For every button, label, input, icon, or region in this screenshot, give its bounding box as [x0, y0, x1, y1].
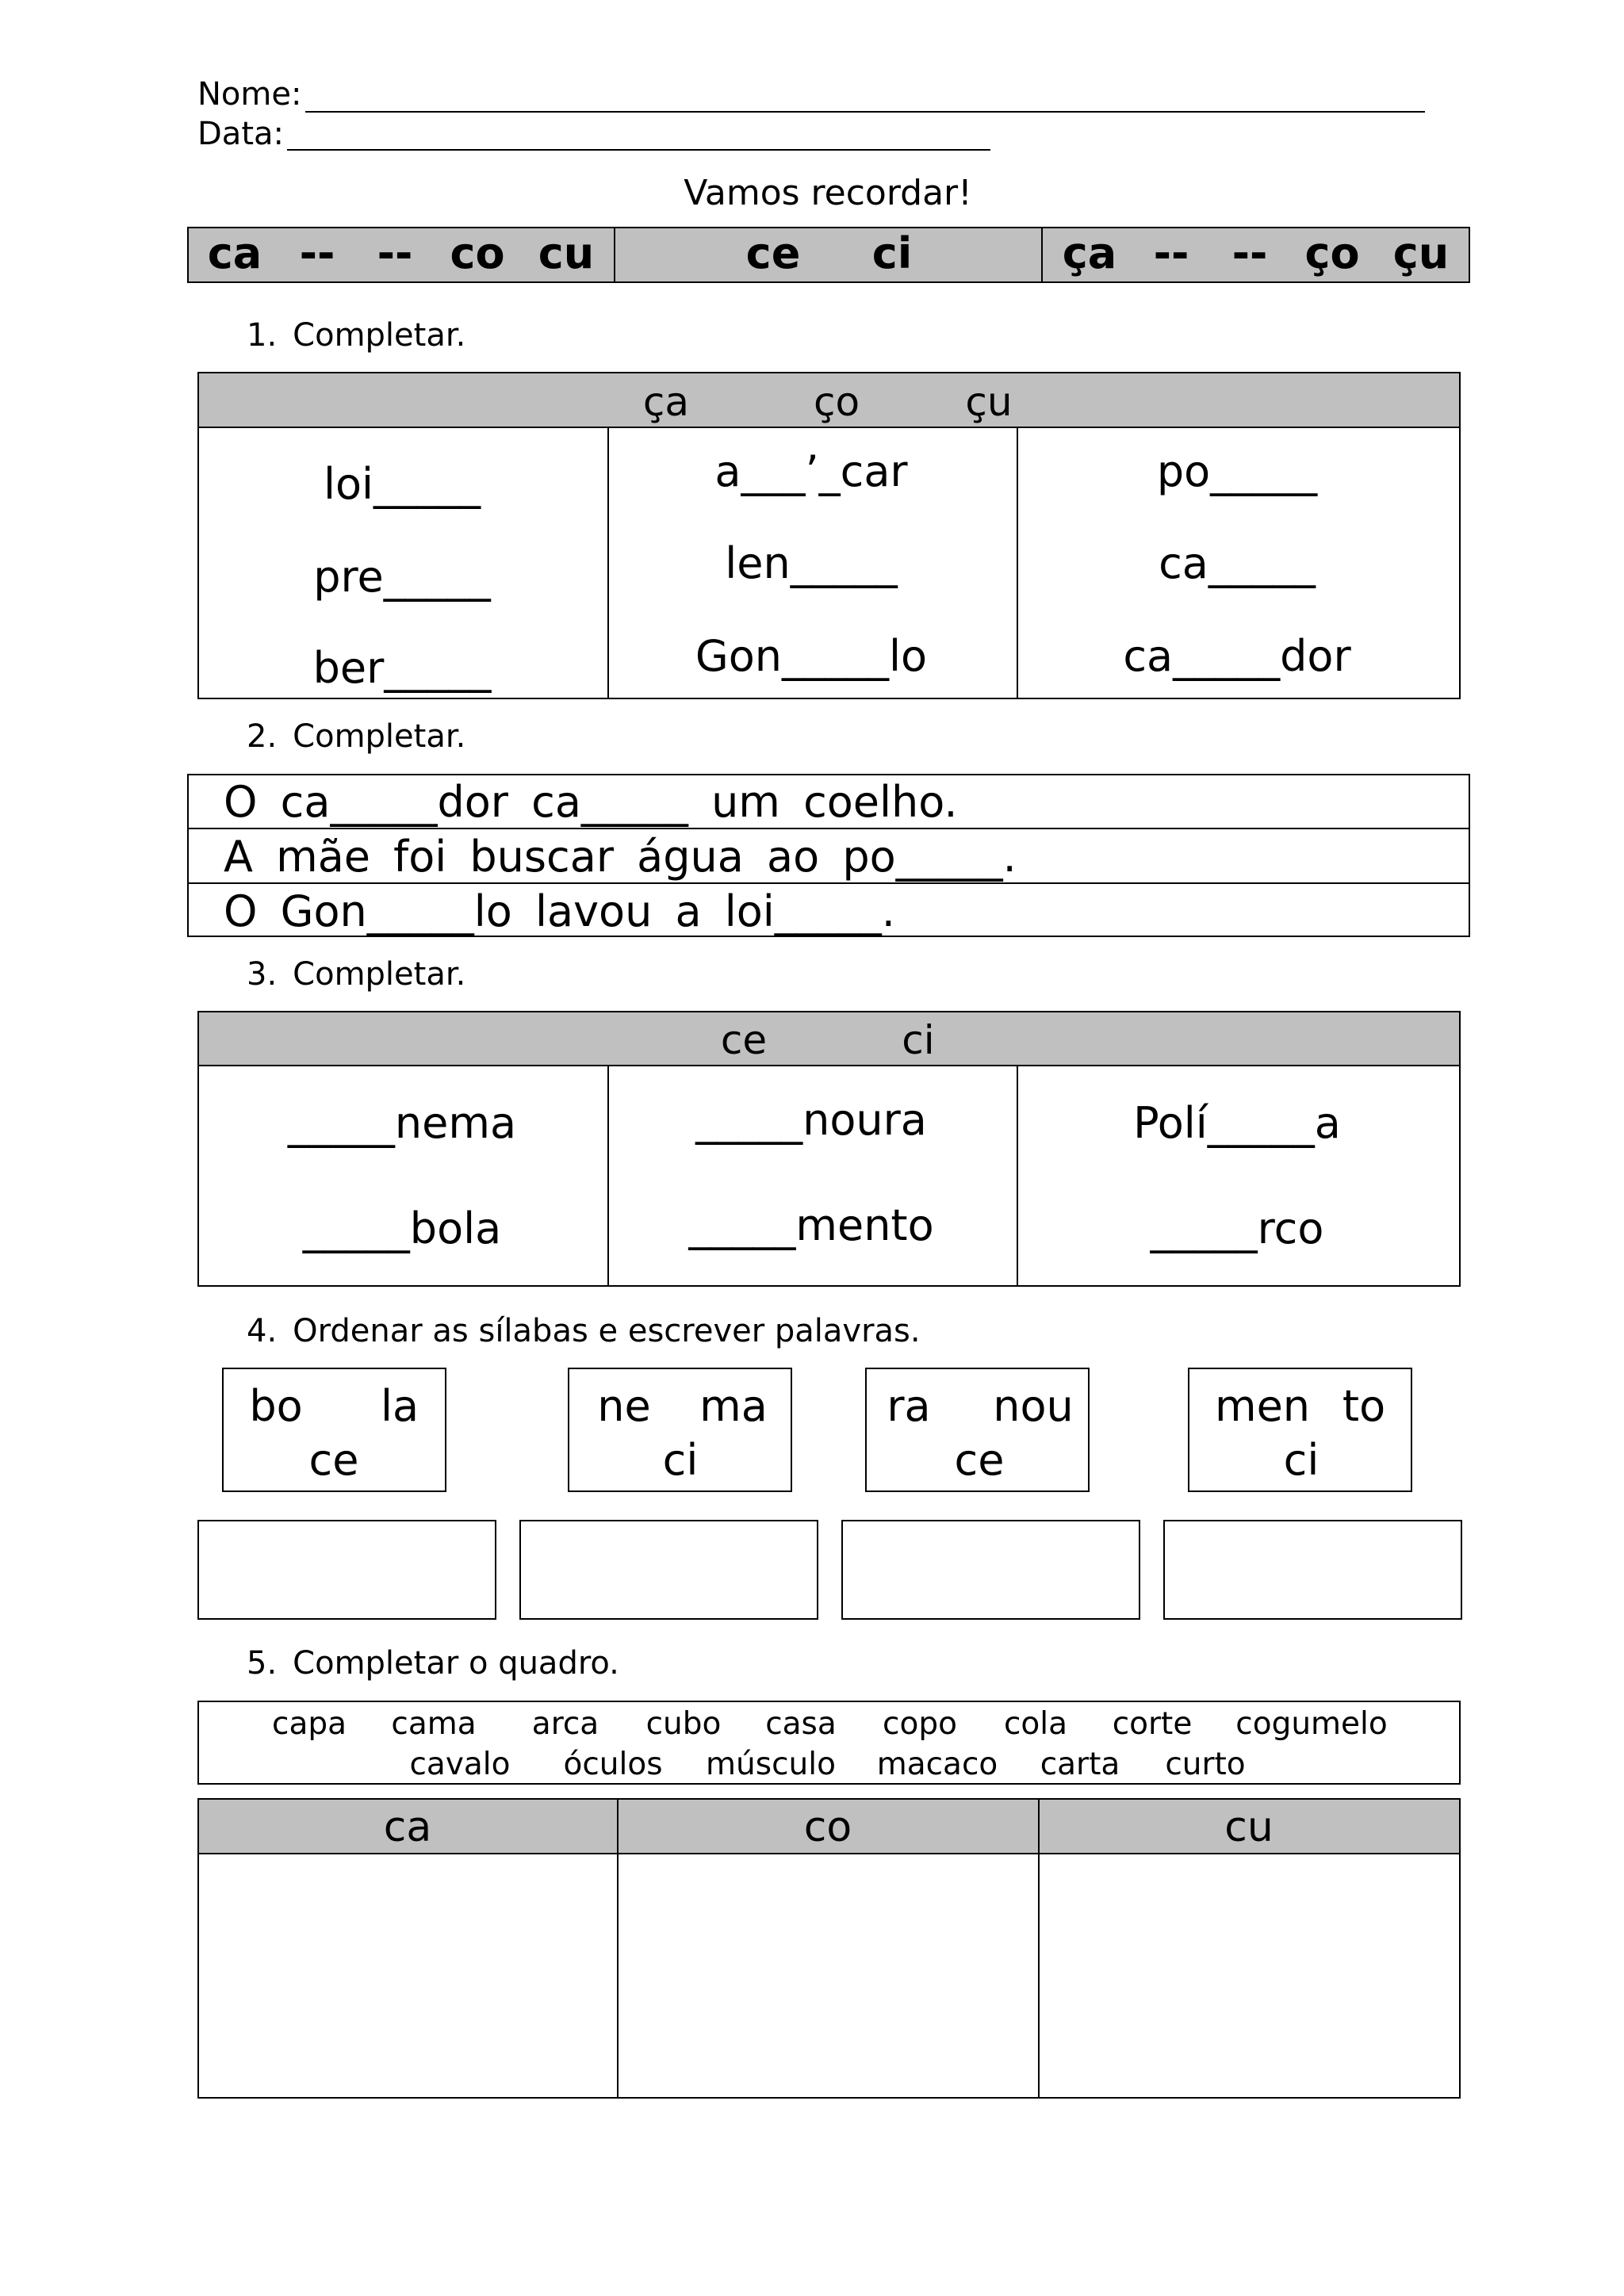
recall-syllable: ça	[1062, 228, 1117, 278]
recall-dash: --	[1153, 228, 1189, 278]
word-bank-word: óculos	[563, 1747, 663, 1782]
syllable: ra	[887, 1381, 931, 1431]
answer-box[interactable]	[1163, 1520, 1462, 1620]
recall-syllable: ca	[207, 228, 262, 278]
exercise-1-blank[interactable]: len_____	[725, 538, 898, 588]
exercise-3-header-row	[199, 1012, 1459, 1065]
sort-table-header-co: co	[803, 1804, 852, 1851]
exercise-3-blank[interactable]: _____nema	[287, 1098, 517, 1148]
recall-syllable: ci	[871, 228, 913, 278]
exercise-3-header-syllable: ci	[902, 1017, 935, 1063]
exercise-2-row-divider	[187, 828, 1470, 829]
exercise-1-header-syllable: ço	[813, 379, 860, 425]
syllable: ma	[699, 1381, 768, 1431]
exercise-1-header-divider	[197, 427, 1461, 428]
word-bank-word: curto	[1165, 1747, 1246, 1782]
sort-column-co[interactable]	[619, 1854, 1038, 2097]
word-bank-word: músculo	[706, 1747, 836, 1782]
word-bank-word: cama	[391, 1706, 477, 1742]
exercise-1-blank[interactable]: ber_____	[312, 643, 492, 693]
exercise-4-instruction: 4. Ordenar as sílabas e escrever palavras.	[247, 1313, 921, 1349]
word-bank-word: cubo	[645, 1706, 722, 1742]
exercise-1-blank[interactable]: a___’_car	[714, 446, 908, 496]
exercise-3-col-divider	[607, 1065, 609, 1287]
syllable: nou	[993, 1381, 1074, 1431]
syllable: la	[380, 1381, 419, 1431]
exercise-3-col-divider	[1017, 1065, 1018, 1287]
syllable: ci	[1283, 1435, 1320, 1485]
exercise-1-blank[interactable]: loi_____	[323, 459, 481, 509]
exercise-3-blank[interactable]: _____noura	[695, 1095, 927, 1145]
word-bank-word: cavalo	[409, 1747, 511, 1782]
exercise-2-instruction: 2. Completar.	[247, 718, 466, 755]
syllable: to	[1342, 1381, 1386, 1431]
exercise-1-blank[interactable]: ca_____dor	[1123, 631, 1351, 681]
exercise-1-blank[interactable]: pre_____	[313, 552, 491, 602]
exercise-3-header-syllable: ce	[720, 1017, 768, 1063]
exercise-3-blank[interactable]: Polí_____a	[1133, 1098, 1341, 1148]
word-bank-word: casa	[765, 1706, 837, 1742]
page-title: Vamos recordar!	[684, 173, 972, 213]
word-bank-word: copo	[883, 1706, 957, 1742]
date-label: Data:	[197, 116, 284, 152]
word-bank-word: cogumelo	[1235, 1706, 1388, 1742]
exercise-2-sentence[interactable]: O Gon_____lo lavou a loi_____.	[224, 886, 895, 936]
word-bank-word: arca	[531, 1706, 599, 1742]
word-bank-word: carta	[1040, 1747, 1120, 1782]
exercise-1-blank[interactable]: po_____	[1156, 446, 1318, 496]
answer-box[interactable]	[197, 1520, 496, 1620]
answer-box[interactable]	[519, 1520, 818, 1620]
sort-table-header-ca: ca	[383, 1804, 432, 1851]
exercise-3-header-divider	[197, 1065, 1461, 1066]
recall-divider	[1041, 227, 1043, 283]
exercise-3-instruction: 3. Completar.	[247, 956, 466, 993]
recall-syllable: ço	[1304, 228, 1360, 278]
exercise-1-header-syllable: ça	[642, 379, 690, 425]
answer-box[interactable]	[841, 1520, 1140, 1620]
exercise-2-sentence[interactable]: A mãe foi buscar água ao po_____.	[224, 832, 1017, 882]
recall-dash: --	[1231, 228, 1268, 278]
exercise-3-blank[interactable]: _____mento	[688, 1200, 934, 1250]
exercise-1-instruction: 1. Completar.	[247, 317, 466, 354]
recall-syllable: çu	[1392, 228, 1450, 278]
name-line[interactable]	[305, 111, 1425, 113]
exercise-2-row-divider	[187, 882, 1470, 884]
name-label: Nome:	[197, 76, 302, 113]
syllable: bo	[249, 1381, 303, 1431]
word-bank-word: cola	[1003, 1706, 1068, 1742]
recall-syllable: ce	[745, 228, 801, 278]
syllable: ce	[954, 1435, 1005, 1485]
syllable: ci	[662, 1435, 699, 1485]
exercise-2-sentence[interactable]: O ca_____dor ca_____ um coelho.	[224, 777, 958, 827]
exercise-5-instruction: 5. Completar o quadro.	[247, 1645, 619, 1682]
exercise-3-blank[interactable]: _____bola	[302, 1203, 502, 1253]
syllable: ce	[308, 1435, 359, 1485]
exercise-1-header-syllable: çu	[965, 379, 1013, 425]
exercise-1-col-divider	[1017, 427, 1018, 699]
word-bank-word: corte	[1112, 1706, 1193, 1742]
sort-column-cu[interactable]	[1040, 1854, 1459, 2097]
syllable: ne	[597, 1381, 651, 1431]
date-line[interactable]	[287, 149, 990, 151]
recall-dash: --	[377, 228, 413, 278]
word-bank-word: macaco	[876, 1747, 998, 1782]
syllable: men	[1214, 1381, 1311, 1431]
sort-table-header-cu: cu	[1224, 1804, 1274, 1851]
recall-divider	[614, 227, 615, 283]
recall-syllable: cu	[538, 228, 595, 278]
word-bank-word: capa	[272, 1706, 347, 1742]
exercise-1-blank[interactable]: Gon_____lo	[695, 631, 928, 681]
recall-dash: --	[299, 228, 335, 278]
exercise-1-blank[interactable]: ca_____	[1159, 538, 1316, 588]
recall-syllable: co	[450, 228, 505, 278]
exercise-1-col-divider	[607, 427, 609, 699]
sort-column-ca[interactable]	[199, 1854, 617, 2097]
exercise-3-blank[interactable]: _____rco	[1150, 1203, 1324, 1253]
